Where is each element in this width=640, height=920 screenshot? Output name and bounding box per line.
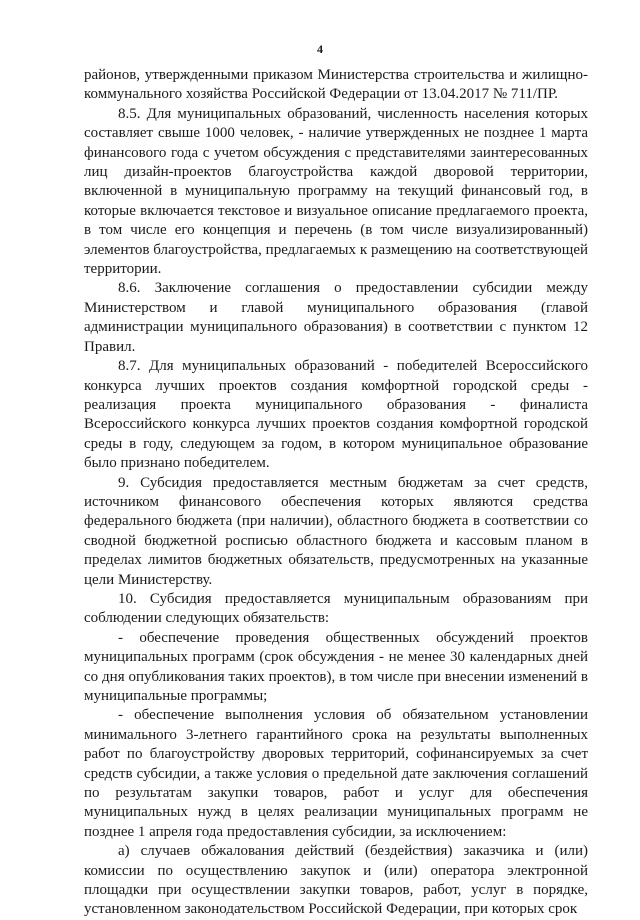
paragraph-10-subitem-a: а) случаев обжалования действий (бездействия) заказчика и (или) комиссии по осуществлению закупок и (или) оператора электронной площадки при осуществлении закупки товаров, работ, услуг в порядке, установленном законодательством Российской Федерации, при которых срок <box>84 843 588 918</box>
paragraph-10-item-2: - обеспечение выполнения условия об обязательном установлении минимального 3-летнего гарантийного срока на результаты выполненных работ по благоустройству дворовых территорий, софинансируемых за счет средств субсидии, а также условия о предельной дате заключения соглашений по результатам закупки товаров, работ и услуг для обеспечения муниципальных нужд в целях реализации муниципальных программ не позднее 1 апреля года предоставления субсидии, за исключением: <box>84 707 588 840</box>
paragraph-9: 9. Субсидия предоставляется местным бюджетам за счет средств, источником финансового обеспечения которых являются средства федерального бюджета (при наличии), областного бюджета в соответствии со сводной бюджетной росписью областного бюджета и кассовым планом в пределах лимитов бюджетных обязательств, предусмотренных на указанные цели Министерству. <box>84 474 588 588</box>
paragraph-8-6: 8.6. Заключение соглашения о предоставлении субсидии между Министерством и главой муниципального образования (главой администрации муниципального образования) в соответствии с пунктом 12 Правил. <box>84 280 588 355</box>
paragraph-8-5: 8.5. Для муниципальных образований, численность населения которых составляет свыше 1000 человек, - наличие утвержденных не позднее 1 марта финансового года с учетом обсуждения с представителями заинтересованных лиц дизайн-проектов благоустройства каждой дворовой территории, включенной в муниципальную программу на текущий финансовый год, в которые включается текстовое и визуальное описание предлагаемого проекта, в том числе его концепция и перечень (в том числе визуализированный) элементов благоустройства, предлагаемых к размещению на соответствующей территории. <box>84 105 588 278</box>
paragraph-8-7: 8.7. Для муниципальных образований - победителей Всероссийского конкурса лучших проектов создания комфортной городской среды - реализация проекта муниципального образования - финалиста Всероссийского конкурса лучших проектов создания комфортной городской среды в году, следующем за годом, в котором муниципальное образование было признано победителем. <box>84 358 588 472</box>
page-number: 4 <box>317 42 323 56</box>
document-body <box>84 66 588 920</box>
paragraph-10: 10. Субсидия предоставляется муниципальным образованиям при соблюдении следующих обязательств: <box>84 590 588 627</box>
paragraph-10-item-1: - обеспечение проведения общественных обсуждений проектов муниципальных программ (срок обсуждения - не менее 30 календарных дней со дня опубликования таких проектов), в том числе при внесении изменений в муниципальные программы; <box>84 629 588 704</box>
paragraph-continuation: районов, утвержденными приказом Министерства строительства и жилищно-коммунального хозяйства Российской Федерации от 13.04.2017 № 711/ПР. <box>84 67 588 103</box>
